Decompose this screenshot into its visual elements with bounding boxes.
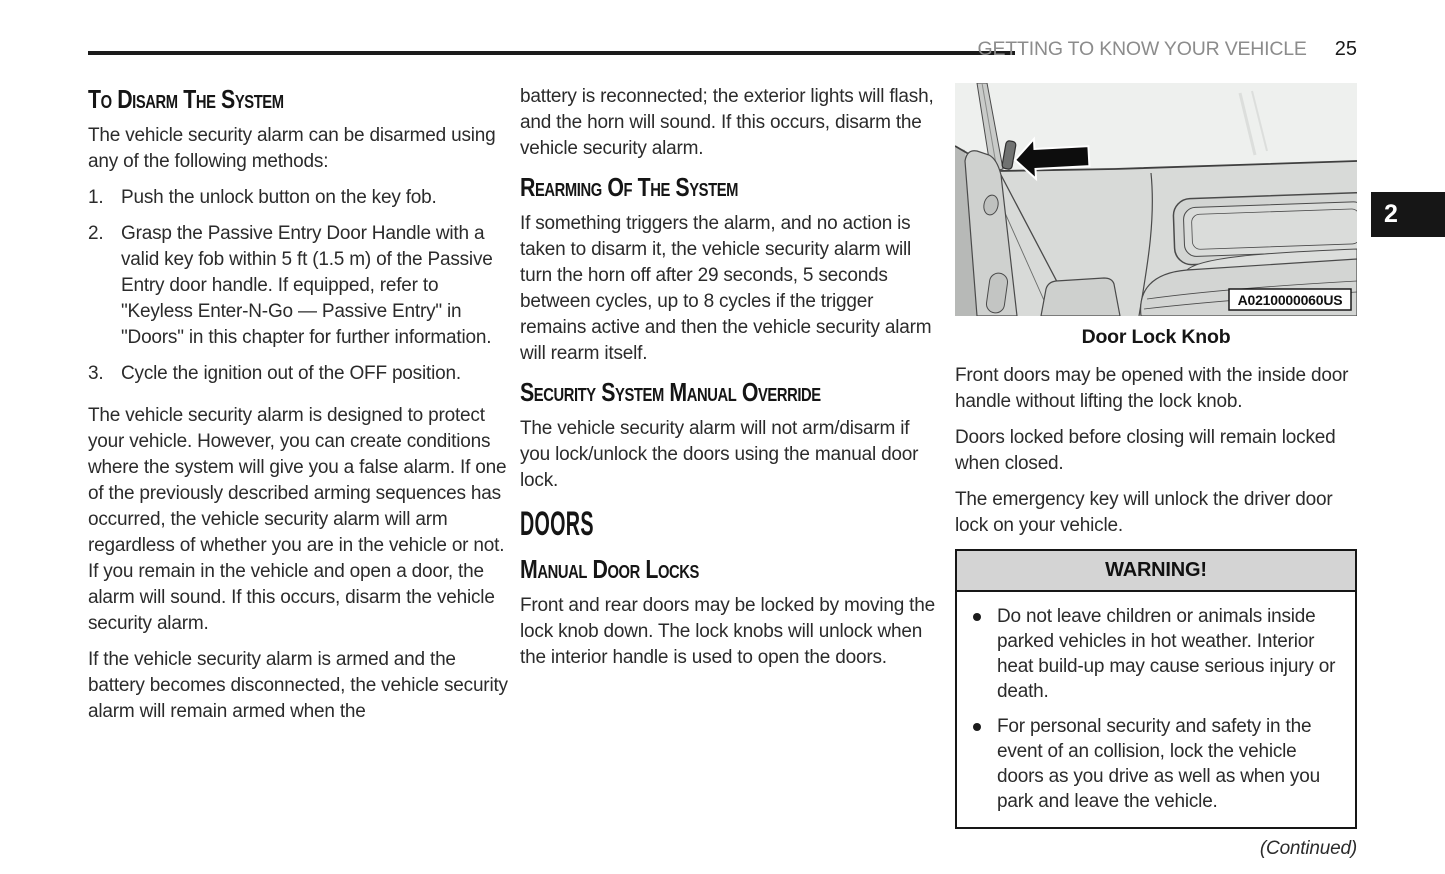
warning-title: WARNING!: [957, 551, 1355, 592]
warning-body: [957, 592, 1355, 827]
heading-to-disarm-the-system: To Disarm The System: [88, 84, 284, 114]
continued-note: (Continued): [1259, 838, 1357, 859]
list-item-text: Push the unlock button on the key fob.: [121, 187, 437, 208]
paragraph: Doors locked before closing will remain locked when closed.: [955, 427, 1336, 474]
list-item: [88, 221, 512, 351]
heading-rearming-of-the-system: Rearming Of The System: [520, 172, 739, 202]
paragraph: Front and rear doors may be locked by moving the lock knob down. The lock knobs will unlock when the interior handle is used to open the doors.: [520, 595, 935, 668]
list-item-number: 3.: [88, 363, 104, 384]
paragraph: battery is reconnected; the exterior lights will flash, and the horn will sound. If this occurs, disarm the vehicle security alarm.: [520, 86, 934, 159]
paragraph: If the vehicle security alarm is armed and the battery becomes disconnected, the vehicle security alarm will remain armed when the: [88, 649, 508, 722]
bullet-icon: [973, 723, 981, 731]
warning-bullet-text: For personal security and safety in the event of an collision, lock the vehicle doors as you drive as well as when you park and leave the vehicle.: [997, 716, 1320, 812]
chapter-tab: [1371, 192, 1445, 237]
door-interior-illustration: [955, 83, 1357, 316]
header-rule: [88, 51, 1015, 55]
paragraph: The vehicle security alarm will not arm/disarm if you lock/unlock the doors using the manual door lock.: [520, 418, 919, 491]
list-item-text: Grasp the Passive Entry Door Handle with a valid key fob within 5 ft (1.5 m) of the Passive Entry door handle. If equipped, refer to "Keyless Enter-N-Go — Passive Entry" in "Doors" in this chapter for further information.: [121, 223, 493, 348]
paragraph: The vehicle security alarm can be disarmed using any of the following methods:: [88, 125, 496, 172]
paragraph: Front doors may be opened with the inside door handle without lifting the lock knob.: [955, 365, 1349, 412]
column-right: [955, 83, 1357, 862]
column-left: [88, 84, 512, 735]
warning-bullet-text: Do not leave children or animals inside parked vehicles in hot weather. Interior heat build-up may cause serious injury or death.: [997, 606, 1336, 702]
map-pocket: [1041, 278, 1120, 316]
page-header: [978, 38, 1357, 61]
chapter-tab-number: 2: [1384, 200, 1398, 228]
door-lock-knob-figure: [955, 83, 1357, 316]
window-glass: [955, 83, 1357, 171]
warning-bullet: [969, 714, 1347, 814]
heading-doors: DOORS: [520, 505, 594, 543]
figure-caption: Door Lock Knob: [1081, 326, 1231, 348]
heading-security-system-manual-override: Security System Manual Override: [520, 377, 821, 407]
column-middle: [520, 84, 944, 681]
list-item-text: Cycle the ignition out of the OFF position.: [121, 363, 461, 384]
paragraph: The vehicle security alarm is designed to protect your vehicle. However, you can create conditions where the system will give you a false alarm. If one of the previously described arming sequences has occurred, the vehicle security alarm will arm regardless of whether you are in the vehicle or not. If you remain in the vehicle and open a door, the alarm will sound. If this occurs, disarm the vehicle security alarm.: [88, 405, 507, 634]
list-item-number: 2.: [88, 223, 104, 244]
warning-bullet: [969, 604, 1347, 704]
header-chapter-title: GETTING TO KNOW YOUR VEHICLE: [977, 38, 1307, 60]
paragraph: The emergency key will unlock the driver door lock on your vehicle.: [955, 489, 1333, 536]
warning-box: [955, 549, 1357, 829]
list-item: [88, 361, 512, 387]
list-item-number: 1.: [88, 187, 104, 208]
list-item: [88, 185, 512, 211]
bullet-icon: [973, 613, 981, 621]
figure-code: A0210000060US: [1237, 292, 1343, 308]
header-page-number: 25: [1334, 38, 1357, 60]
heading-manual-door-locks: Manual Door Locks: [520, 554, 699, 584]
paragraph: If something triggers the alarm, and no action is taken to disarm it, the vehicle security alarm will turn the horn off after 29 seconds, 5 seconds between cycles, up to 8 cycles if the trigger remains active and then the vehicle security alarm will rearm itself.: [520, 213, 932, 364]
